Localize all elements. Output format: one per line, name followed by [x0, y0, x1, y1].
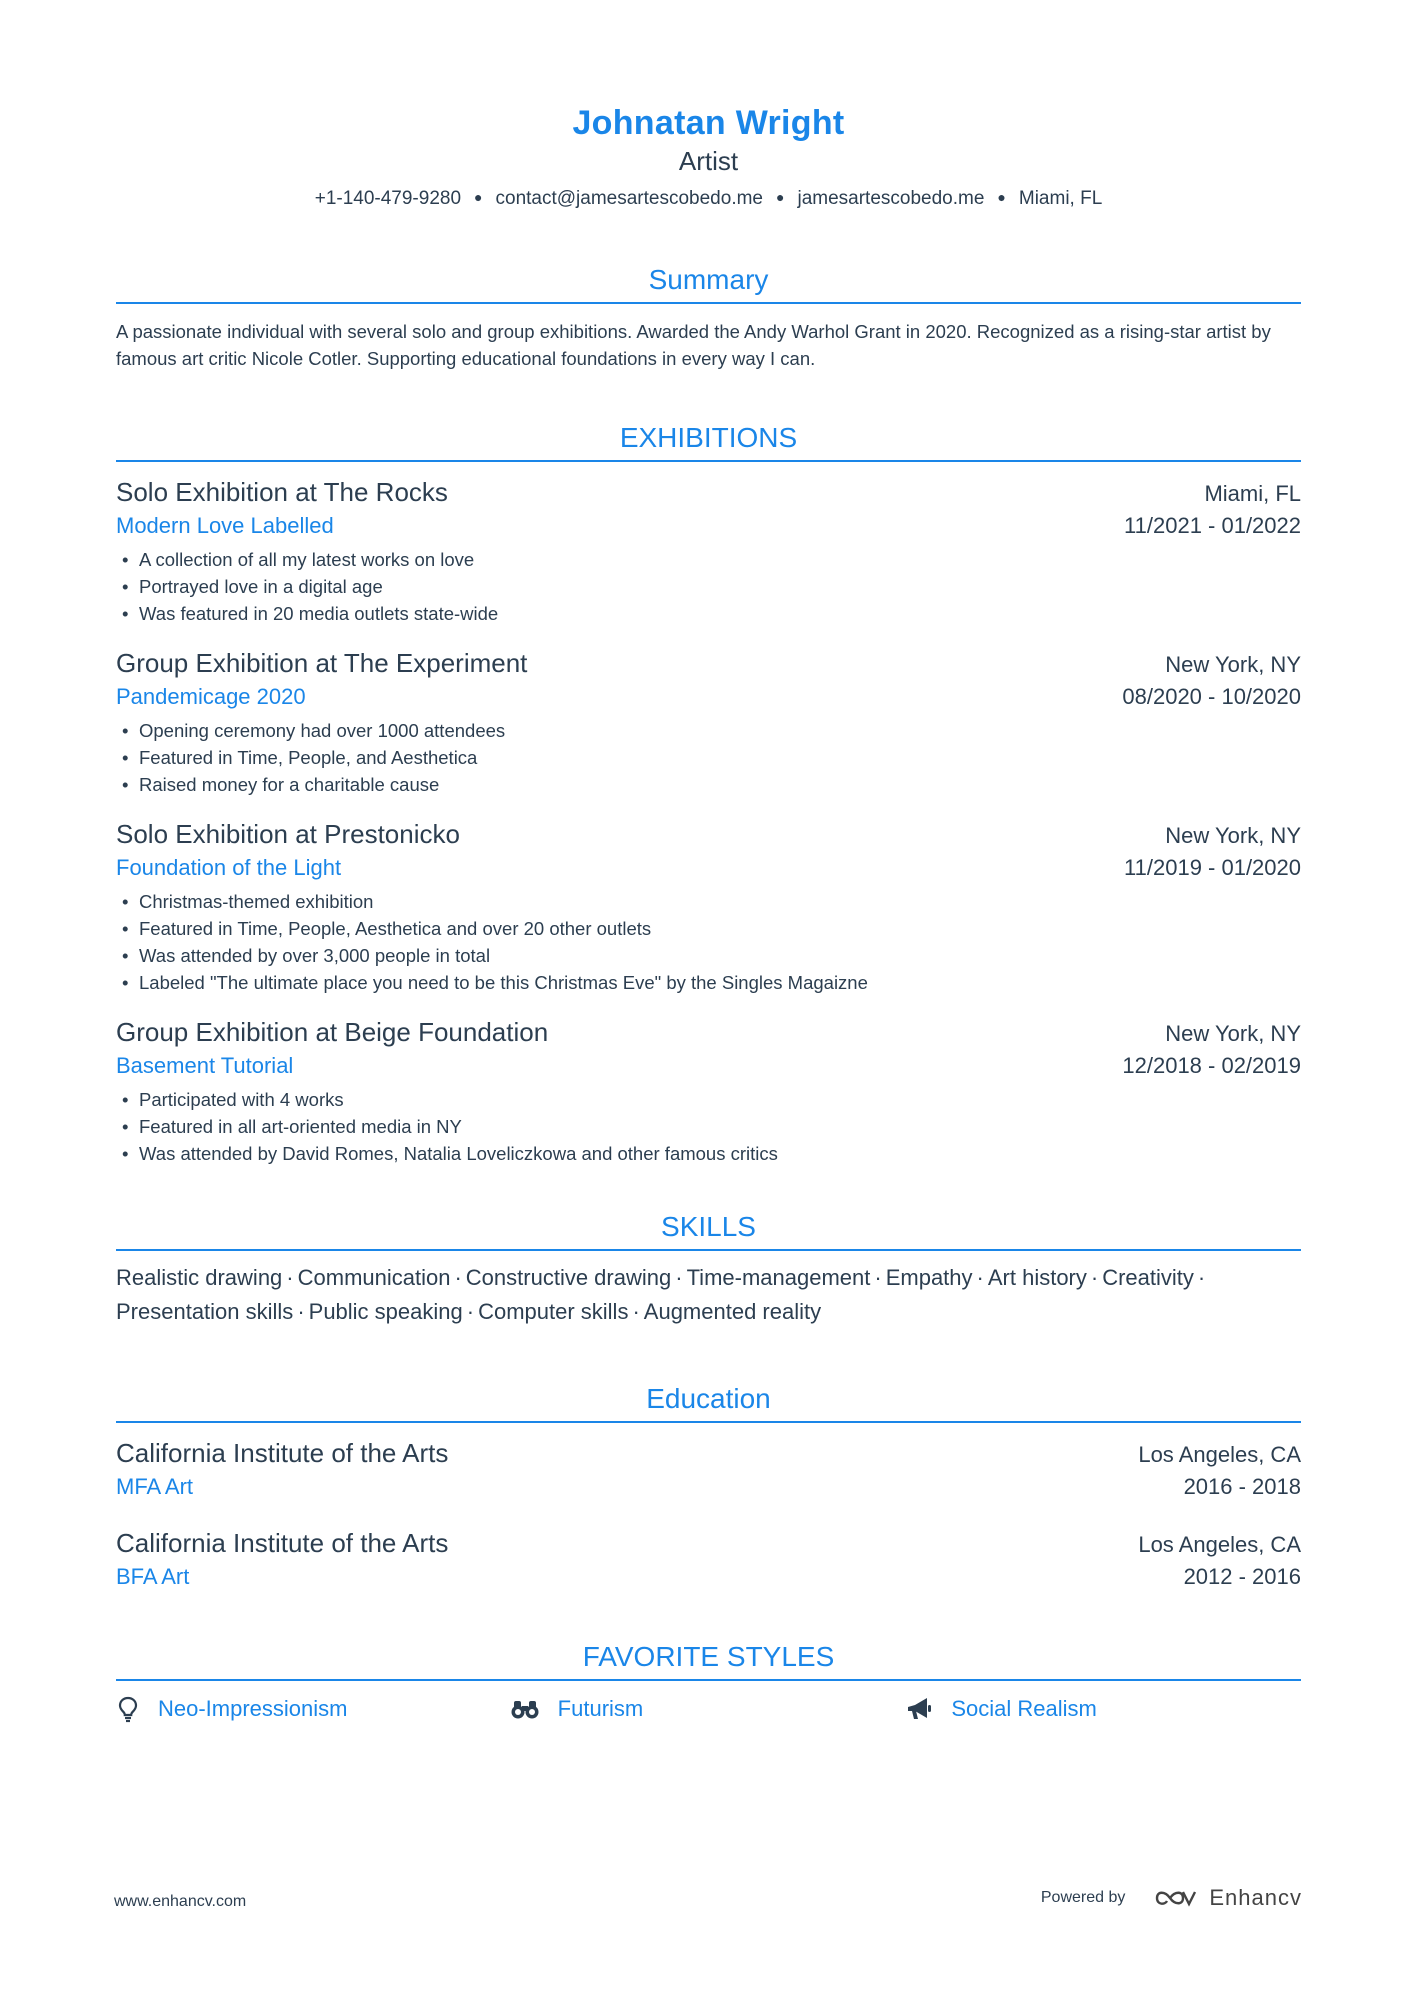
- separator-dot: ·: [632, 1299, 640, 1324]
- enhancv-logo-icon: [1153, 1887, 1199, 1909]
- section-title: Education: [116, 1381, 1301, 1423]
- bullet-item: • Participated with 4 works: [116, 1086, 1301, 1113]
- brand-name: Enhancv: [1209, 1885, 1302, 1910]
- separator-dot: ●: [997, 189, 1006, 205]
- exhibition-entry: [116, 474, 1301, 627]
- education-entry: [116, 1525, 1301, 1593]
- exhibition-location: Miami, FL: [1204, 481, 1301, 506]
- exhibition-title: Solo Exhibition at The Rocks: [116, 477, 448, 507]
- separator-dot: ·: [1090, 1265, 1099, 1290]
- style-item: [905, 1695, 1301, 1723]
- summary-section: [116, 262, 1301, 372]
- degree: BFA Art: [116, 1564, 190, 1589]
- skill-item: Empathy: [885, 1265, 973, 1290]
- separator-dot: ·: [976, 1265, 984, 1290]
- skill-item: Time-management: [686, 1265, 871, 1290]
- resume-header: [116, 0, 1301, 212]
- favorite-styles-section: [116, 1639, 1301, 1723]
- bullet-item: • Portrayed love in a digital age: [116, 573, 1301, 600]
- exhibition-subtitle: Pandemicage 2020: [116, 684, 306, 709]
- bullet-list: [116, 717, 1301, 798]
- bullet-list: [116, 546, 1301, 627]
- bullet-item: • Was attended by over 3,000 people in total: [116, 942, 1301, 969]
- footer-website[interactable]: www.enhancv.com: [114, 1893, 247, 1910]
- section-title: SKILLS: [116, 1209, 1301, 1251]
- candidate-role: Artist: [678, 146, 739, 176]
- exhibition-title: Solo Exhibition at Prestonicko: [116, 819, 460, 849]
- exhibition-title: Group Exhibition at The Experiment: [116, 648, 528, 678]
- footer-powered-by: [1041, 1885, 1302, 1911]
- separator-dot: ·: [286, 1265, 294, 1290]
- skills-section: [116, 1209, 1301, 1329]
- exhibition-entry: [116, 1014, 1301, 1167]
- education-dates: 2012 - 2016: [1183, 1564, 1301, 1589]
- style-label: Futurism: [557, 1696, 644, 1721]
- candidate-name: Johnatan Wright: [572, 104, 845, 142]
- exhibition-location: New York, NY: [1165, 652, 1301, 677]
- exhibition-dates: 12/2018 - 02/2019: [1122, 1053, 1301, 1078]
- powered-by-label: Powered by: [1040, 1889, 1126, 1906]
- skills-list: [116, 1261, 1301, 1329]
- section-title: FAVORITE STYLES: [116, 1639, 1301, 1681]
- exhibition-entry: [116, 645, 1301, 798]
- exhibition-subtitle: Basement Tutorial: [116, 1053, 294, 1078]
- school-location: Los Angeles, CA: [1138, 1442, 1301, 1467]
- education-entry: [116, 1435, 1301, 1503]
- school-name: California Institute of the Arts: [116, 1438, 449, 1468]
- megaphone-icon: [905, 1696, 933, 1722]
- bullet-item: • Featured in Time, People, Aesthetica and over 20 other outlets: [116, 915, 1301, 942]
- style-item: [116, 1695, 512, 1723]
- exhibition-location: New York, NY: [1165, 1021, 1301, 1046]
- lightbulb-icon: [116, 1695, 140, 1723]
- exhibition-entry: [116, 816, 1301, 996]
- summary-text: A passionate individual with several solo and group exhibitions. Awarded the Andy Warhol Grant in 2020. Recognized as a rising-star artist by famous art critic Nicole Cotler. Supporting educational foundations in every way I can.: [116, 321, 1271, 369]
- email[interactable]: contact@jamesartescobedo.me: [495, 188, 763, 209]
- bullet-list: [116, 1086, 1301, 1167]
- separator-dot: ●: [474, 189, 483, 205]
- separator-dot: ·: [675, 1265, 683, 1290]
- contact-line: [116, 184, 1301, 212]
- exhibition-location: New York, NY: [1165, 823, 1301, 848]
- skill-item: Realistic drawing: [116, 1265, 283, 1290]
- exhibition-dates: 08/2020 - 10/2020: [1122, 684, 1301, 709]
- skill-item: Public speaking: [308, 1299, 463, 1324]
- binoculars-icon: [510, 1697, 540, 1721]
- bullet-item: • Was attended by David Romes, Natalia Loveliczkowa and other famous critics: [116, 1140, 1301, 1167]
- website[interactable]: jamesartescobedo.me: [797, 188, 985, 209]
- bullet-item: • Opening ceremony had over 1000 attendees: [116, 717, 1301, 744]
- bullet-item: • Was featured in 20 media outlets state-wide: [116, 600, 1301, 627]
- phone[interactable]: +1-140-479-9280: [314, 188, 462, 209]
- skill-item: Presentation skills: [116, 1299, 294, 1324]
- exhibitions-section: [116, 420, 1301, 1167]
- school-location: Los Angeles, CA: [1138, 1532, 1301, 1557]
- styles-row: [116, 1695, 1301, 1723]
- bullet-list: [116, 888, 1301, 996]
- separator-dot: ·: [1197, 1265, 1206, 1290]
- style-label: Neo-Impressionism: [158, 1696, 348, 1721]
- bullet-item: • Featured in all art-oriented media in NY: [116, 1113, 1301, 1140]
- section-title: EXHIBITIONS: [116, 420, 1301, 462]
- separator-dot: ●: [776, 189, 785, 205]
- resume-page: [116, 0, 1301, 1723]
- bullet-item: • Labeled "The ultimate place you need to be this Christmas Eve" by the Singles Magaizne: [116, 969, 1301, 996]
- style-label: Social Realism: [951, 1696, 1097, 1721]
- skill-item: Augmented reality: [643, 1299, 822, 1324]
- skill-item: Creativity: [1102, 1265, 1194, 1290]
- bullet-item: • Featured in Time, People, and Aesthetica: [116, 744, 1301, 771]
- separator-dot: ·: [874, 1265, 882, 1290]
- skill-item: Communication: [297, 1265, 451, 1290]
- separator-dot: ·: [297, 1299, 305, 1324]
- style-item: [510, 1695, 906, 1723]
- separator-dot: ·: [454, 1265, 462, 1290]
- school-name: California Institute of the Arts: [116, 1528, 449, 1558]
- education-dates: 2016 - 2018: [1183, 1474, 1301, 1499]
- bullet-item: • Christmas-themed exhibition: [116, 888, 1301, 915]
- exhibition-title: Group Exhibition at Beige Foundation: [116, 1017, 549, 1047]
- exhibition-dates: 11/2021 - 01/2022: [1124, 513, 1301, 538]
- bullet-item: • Raised money for a charitable cause: [116, 771, 1301, 798]
- exhibition-subtitle: Foundation of the Light: [116, 855, 342, 880]
- exhibition-subtitle: Modern Love Labelled: [116, 513, 334, 538]
- skill-item: Constructive drawing: [465, 1265, 672, 1290]
- section-title: Summary: [116, 262, 1301, 304]
- skill-item: Computer skills: [478, 1299, 629, 1324]
- bullet-item: • A collection of all my latest works on love: [116, 546, 1301, 573]
- exhibition-dates: 11/2019 - 01/2020: [1124, 855, 1301, 880]
- education-section: [116, 1381, 1301, 1593]
- degree: MFA Art: [116, 1474, 194, 1499]
- skill-item: Art history: [987, 1265, 1087, 1290]
- separator-dot: ·: [466, 1299, 475, 1324]
- location: Miami, FL: [1018, 188, 1103, 209]
